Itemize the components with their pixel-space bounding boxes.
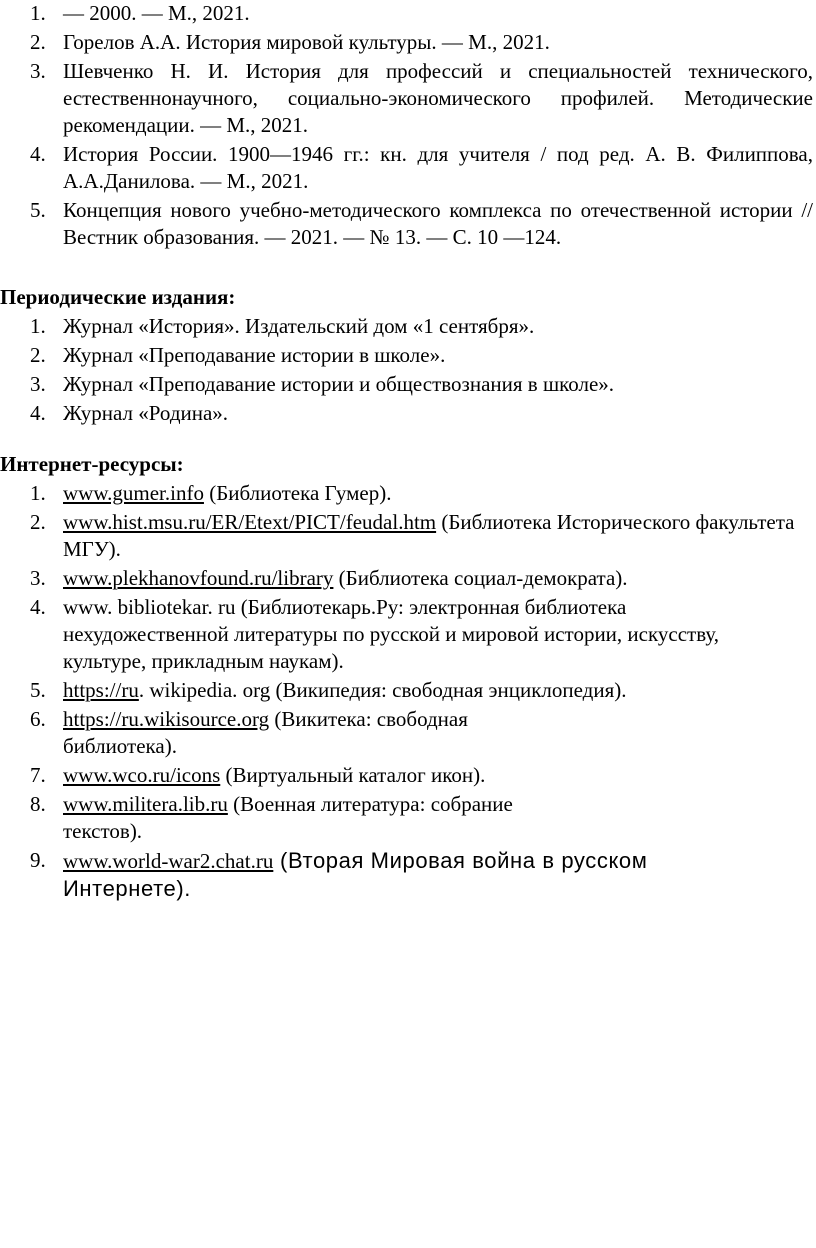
list-item <box>0 509 816 563</box>
list-item-text: Журнал «История». Издательский дом «1 сентября». <box>63 314 535 338</box>
list-item-text: Журнал «Родина». <box>63 401 229 425</box>
list-item-number: 5. <box>30 198 46 222</box>
resource-link[interactable]: www.gumer.info <box>63 481 204 505</box>
list-item <box>0 58 816 139</box>
list-item-text: Журнал «Преподавание истории в школе». <box>63 343 446 367</box>
list-item-number: 4. <box>30 595 46 619</box>
resource-link[interactable]: www.wco.ru/icons <box>63 763 221 787</box>
resource-description: (Викитека: свободная библиотека). <box>63 707 468 758</box>
list-item-text: Журнал «Преподавание истории и обществознания в школе». <box>63 372 615 396</box>
list-item <box>0 847 816 903</box>
list-item-number: 5. <box>30 678 46 702</box>
list-item-text: Горелов А.А. История мировой культуры. — М., 2021. <box>63 30 550 54</box>
list-item-text: Концепция нового учебно-методического комплекса по отечественной истории // Вестник образования. — 2021. — № 13. — С. 10 —124. <box>63 198 813 249</box>
list-item-number: 3. <box>30 372 46 396</box>
list-item <box>0 480 816 507</box>
list-item-number: 1. <box>30 481 46 505</box>
list-item-number: 3. <box>30 566 46 590</box>
resource-description: (Военная литература: собрание текстов). <box>63 792 513 843</box>
list-item <box>0 594 816 675</box>
list-item <box>0 197 816 251</box>
list-item-number: 8. <box>30 792 46 816</box>
list-item <box>0 371 816 398</box>
list-item-number: 2. <box>30 510 46 534</box>
resource-link[interactable]: www.hist.msu.ru/ER/Etext/PICT/feudal.htm <box>63 510 437 534</box>
list-item <box>0 677 816 704</box>
list-item <box>0 400 816 427</box>
list-item <box>0 313 816 340</box>
list-item-number: 2. <box>30 343 46 367</box>
resource-description: (Виртуальный каталог икон). <box>220 763 486 787</box>
section-heading-periodicals: Периодические издания: <box>0 285 236 309</box>
list-item-number: 6. <box>30 707 46 731</box>
list-item-number: 1. <box>30 1 46 25</box>
list-item <box>0 706 816 760</box>
periodicals-list <box>0 313 816 429</box>
list-item-number: 9. <box>30 848 46 872</box>
list-item-number: 2. <box>30 30 46 54</box>
list-item <box>0 565 816 592</box>
list-item-text: История России. 1900—1946 гг.: кн. для учителя / под ред. А. В. Филиппова, А.А.Данилова. — М., 2021. <box>63 142 813 193</box>
resource-description: (Библиотека Исторического факультета МГУ). <box>63 510 795 561</box>
resource-description: (Вторая Мировая война в русском Интернете). <box>63 848 648 901</box>
resource-description: (Библиотека социал-демократа). <box>333 566 628 590</box>
list-item-number: 4. <box>30 401 46 425</box>
list-item <box>0 141 816 195</box>
resource-link[interactable]: www.world-war2.chat.ru <box>63 849 274 873</box>
list-item <box>0 0 816 27</box>
internet-resources-list <box>0 480 816 905</box>
list-item-number: 7. <box>30 763 46 787</box>
list-item <box>0 791 816 845</box>
list-item-number: 4. <box>30 142 46 166</box>
resource-link[interactable]: https://ru <box>63 678 139 702</box>
list-item <box>0 342 816 369</box>
resource-link[interactable]: www.militera.lib.ru <box>63 792 228 816</box>
list-item-text: Шевченко Н. И. История для профессий и специальностей технического, естественнонаучного, социально-экономического профилей. Методические рекомендации. — М., 2021. <box>63 59 813 137</box>
resource-description: . wikipedia. org (Википедия: свободная энциклопедия). <box>138 678 627 702</box>
list-item <box>0 762 816 789</box>
resource-description: (Библиотека Гумер). <box>203 481 392 505</box>
list-item-number: 3. <box>30 59 46 83</box>
resource-description: www. bibliotekar. ru (Библиотекарь.Ру: электронная библиотека нехудожественной литературы по русской и мировой истории, искусству, культуре, прикладным наукам). <box>63 595 720 673</box>
list-item-text: — 2000. — М., 2021. <box>63 1 250 25</box>
resource-link[interactable]: https://ru.wikisource.org <box>63 707 270 731</box>
section-heading-internet: Интернет-ресурсы: <box>0 452 184 476</box>
resource-link[interactable]: www.plekhanovfound.ru/library <box>63 566 334 590</box>
list-item-number: 1. <box>30 314 46 338</box>
list-item <box>0 29 816 56</box>
literature-list <box>0 0 816 253</box>
